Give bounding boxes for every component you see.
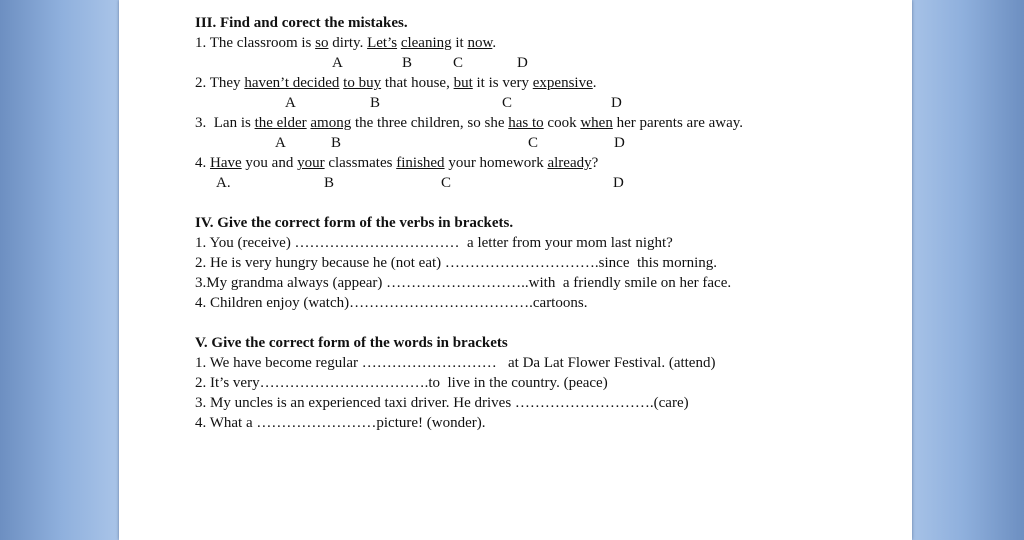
- q-text: that house,: [381, 75, 454, 91]
- section-5-heading: V. Give the correct form of the words in brackets: [195, 335, 508, 351]
- option-a-underlined: the elder: [254, 115, 307, 131]
- option-d-underlined: when: [580, 115, 613, 131]
- question-3-2: [195, 73, 743, 93]
- option-letters-3-3: [195, 133, 743, 153]
- question-3-3: [195, 113, 743, 133]
- option-b-underlined: your: [297, 155, 325, 171]
- letter-c: C: [441, 175, 452, 191]
- option-b-underlined: among: [310, 115, 352, 131]
- section-5-item-4: 4. What a ……………………picture! (wonder).: [195, 415, 486, 431]
- q-text: 3. Lan is: [195, 115, 255, 131]
- q-text: you and: [241, 155, 298, 171]
- option-a-underlined: haven’t decided: [244, 75, 340, 91]
- letter-d: D: [517, 55, 528, 71]
- letter-a: A: [285, 95, 296, 111]
- q-text: dirty.: [328, 35, 368, 51]
- option-d-underlined: now: [467, 35, 493, 51]
- document-body: [195, 13, 743, 433]
- q-text: the three children, so she: [351, 115, 509, 131]
- letter-d: D: [611, 95, 622, 111]
- q-text: 4.: [195, 155, 210, 171]
- q-text: .: [592, 75, 597, 91]
- q-text: 2. They: [195, 75, 245, 91]
- q-text: ?: [591, 155, 599, 171]
- letter-b: B: [402, 55, 413, 71]
- option-letters-3-1: [195, 53, 743, 73]
- option-letters-3-2: [195, 93, 743, 113]
- letter-c: C: [502, 95, 513, 111]
- spacer: [195, 193, 743, 213]
- option-b-underlined: Let’s: [367, 35, 398, 51]
- letter-d: D: [613, 175, 624, 191]
- section-5-item-1: 1. We have become regular ……………………… at Da Lat Flower Festival. (attend): [195, 355, 716, 371]
- section-4-heading: IV. Give the correct form of the verbs in brackets.: [195, 215, 514, 231]
- option-d-underlined: already: [547, 155, 592, 171]
- q-text: classmates: [324, 155, 397, 171]
- spacer: [195, 313, 743, 333]
- option-c-underlined: but: [453, 75, 473, 91]
- letter-d: D: [614, 135, 625, 151]
- section-4-item-3: 3.My grandma always (appear) ………………………..with a friendly smile on her face.: [195, 275, 732, 291]
- option-a-underlined: so: [315, 35, 329, 51]
- letter-b: B: [370, 95, 381, 111]
- q-text: her parents are away.: [612, 115, 744, 131]
- letter-b: B: [324, 175, 335, 191]
- letter-a: A: [275, 135, 286, 151]
- q-text: 1. The classroom is: [195, 35, 316, 51]
- q-text: it is very: [472, 75, 533, 91]
- option-c-underlined: cleaning: [400, 35, 452, 51]
- q-text: cook: [543, 115, 581, 131]
- letter-b: B: [331, 135, 342, 151]
- question-3-4: [195, 153, 743, 173]
- letter-c: C: [528, 135, 539, 151]
- section-5-item-2: 2. It’s very…………………………….to live in the country. (peace): [195, 375, 608, 391]
- option-a-underlined: Have: [210, 155, 242, 171]
- letter-a: A.: [216, 175, 231, 191]
- q-text: your homework: [444, 155, 548, 171]
- letter-c: C: [453, 55, 464, 71]
- q-text: it: [451, 35, 468, 51]
- section-5-item-3: 3. My uncles is an experienced taxi driver. He drives ……………………….(care): [195, 395, 689, 411]
- q-text: .: [492, 35, 497, 51]
- option-c-underlined: finished: [396, 155, 445, 171]
- section-4-item-4: 4. Children enjoy (watch)……………………………….cartoons.: [195, 295, 588, 311]
- letter-a: A: [332, 55, 343, 71]
- question-3-1: [195, 33, 743, 53]
- option-c-underlined: has to: [508, 115, 544, 131]
- section-4-item-2: 2. He is very hungry because he (not eat) ………………………….since this morning.: [195, 255, 717, 271]
- section-4-item-1: 1. You (receive) …………………………… a letter from your mom last night?: [195, 235, 673, 251]
- section-3-heading: III. Find and corect the mistakes.: [195, 15, 408, 31]
- option-d-underlined: expensive: [532, 75, 593, 91]
- option-letters-3-4: [195, 173, 743, 193]
- option-b-underlined: to buy: [343, 75, 382, 91]
